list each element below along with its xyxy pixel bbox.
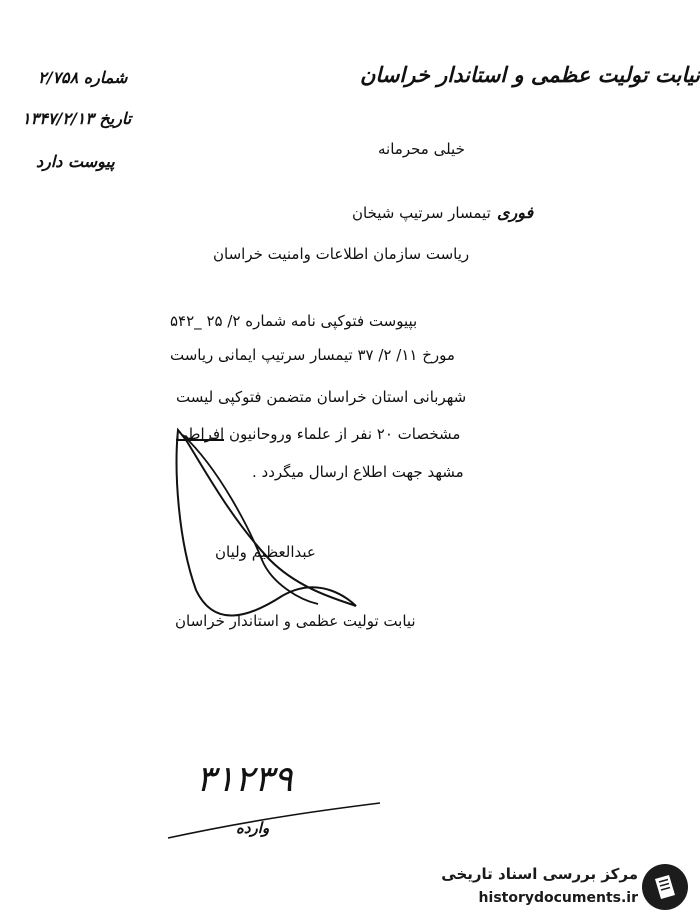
signer-name: عبدالعظیم ولیان (215, 543, 316, 561)
classification-label: خیلی محرمانه (378, 140, 465, 158)
body-line: بپیوست فتوکپی نامه شماره ۲/ ۲۵ _۵۴۲ (170, 312, 418, 330)
archive-logo-icon (642, 864, 688, 910)
body-line: مشخصات ۲۰ نفر از علماء وروحانیون افراطی (176, 425, 461, 443)
signer-title: نیابت تولیت عظمی و استاندار خراسان (175, 612, 416, 630)
incoming-note: وارده (236, 819, 270, 837)
watermark-url: historydocuments.ir (478, 890, 638, 906)
watermark (412, 864, 694, 916)
attachment-note: پیوست دارد (36, 152, 115, 171)
urgent-mark: فوری (497, 203, 534, 222)
incoming-number: ۳۱۲۳۹ (196, 759, 293, 800)
recipient-name: تیمسار سرتیپ شیخان (352, 204, 491, 222)
letterhead-title: نیابت تولیت عظمی و استاندار خراسان (360, 62, 700, 87)
letter-number: شماره ۲/۷۵۸ (38, 68, 128, 87)
recipient-organization: ریاست سازمان اطلاعات وامنیت خراسان (213, 245, 470, 263)
body-line: شهربانی استان خراسان متضمن فتوکپی لیست (176, 388, 467, 406)
letter-date: تاریخ ۱۳۴۷/۲/۱۳ (22, 109, 132, 128)
watermark-title: مرکز بررسی اسناد تاریخی (441, 865, 638, 883)
body-line: مورخ ۱۱/ ۲/ ۳۷ تیمسار سرتیپ ایمانی ریاست (170, 346, 455, 364)
body-line: مشهد جهت اطلاع ارسال میگردد . (252, 463, 464, 481)
